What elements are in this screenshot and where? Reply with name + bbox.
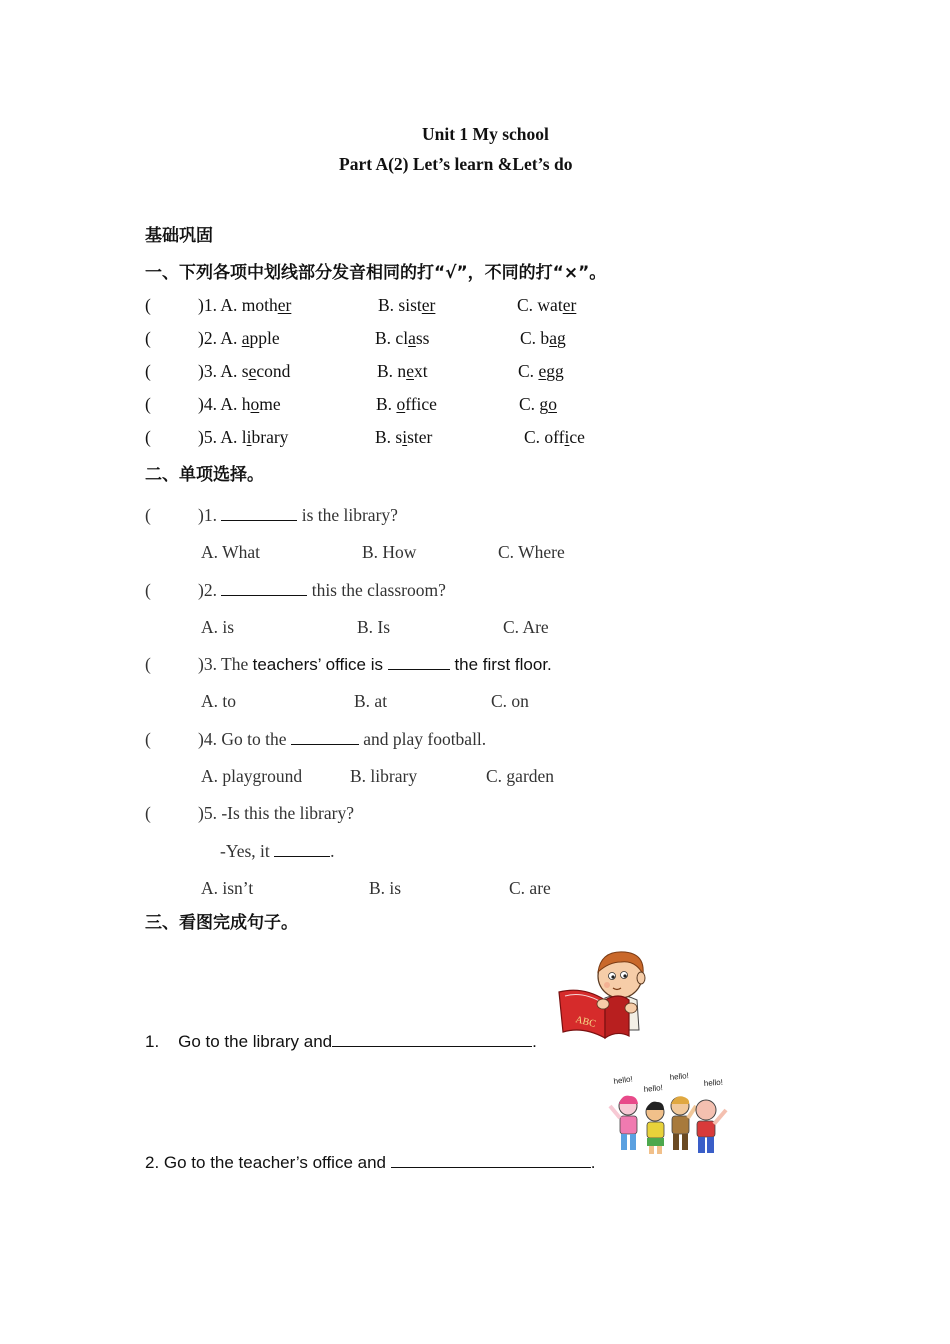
part1-q3-option-c: C. egg bbox=[518, 361, 564, 381]
part2-q5-option-b: B. is bbox=[369, 878, 402, 898]
part2-q4-option-b: B. library bbox=[350, 766, 418, 786]
page-subtitle: Part A(2) Let’s learn &Let’s do bbox=[339, 154, 573, 174]
part2-q1-paren: ( bbox=[145, 505, 151, 525]
kids-hello-illustration bbox=[600, 1066, 740, 1160]
part1-q4-option-a: )4. A. home bbox=[198, 394, 281, 414]
hello-bubble-1: hello! bbox=[613, 1074, 634, 1086]
answer-blank[interactable] bbox=[388, 655, 450, 670]
part2-q5-answer-line: -Yes, it . bbox=[220, 841, 335, 861]
part1-q1-option-c: C. water bbox=[517, 295, 577, 315]
part1-q2-option-b: B. class bbox=[375, 328, 430, 348]
part1-q3-paren: ( bbox=[145, 361, 151, 381]
part2-q3-option-c: C. on bbox=[491, 691, 529, 711]
part2-q4-option-c: C. garden bbox=[486, 766, 555, 786]
part1-q3-option-b: B. next bbox=[377, 361, 428, 381]
part1-q1-option-b: B. sister bbox=[378, 295, 436, 315]
hello-bubble-3: hello! bbox=[669, 1071, 690, 1082]
part1-q3-option-a: )3. A. second bbox=[198, 361, 291, 381]
part2-q4-stem: )4. Go to the and play football. bbox=[198, 729, 487, 749]
part2-q3-paren: ( bbox=[145, 654, 151, 674]
hello-bubble-2: hello! bbox=[643, 1083, 664, 1094]
part2-q2-stem: )2. this the classroom? bbox=[198, 580, 446, 600]
part2-q2-option-a: A. is bbox=[201, 617, 235, 637]
part2-q4-paren: ( bbox=[145, 729, 151, 749]
answer-blank[interactable] bbox=[332, 1032, 532, 1047]
part2-q5-paren: ( bbox=[145, 803, 151, 823]
answer-blank[interactable] bbox=[291, 730, 359, 745]
part1-q1-paren: ( bbox=[145, 295, 151, 315]
part1-q5-option-b: B. sister bbox=[375, 427, 433, 447]
part2-heading: 二、单项选择。 bbox=[145, 465, 264, 485]
part2-q4-option-a: A. playground bbox=[201, 766, 303, 786]
part2-q3-stem: )3. The teachers’ office is the first floor. bbox=[198, 654, 552, 674]
part1-q5-option-c: C. office bbox=[524, 427, 585, 447]
reading-boy-illustration bbox=[555, 946, 665, 1042]
part1-q4-paren: ( bbox=[145, 394, 151, 414]
part1-q5-paren: ( bbox=[145, 427, 151, 447]
part3-sentence-1: 1. Go to the library and . bbox=[145, 1032, 537, 1051]
part2-q3-option-a: A. to bbox=[201, 691, 236, 711]
part1-q1-option-a: )1. A. mother bbox=[198, 295, 292, 315]
part1-heading: 一、下列各项中划线部分发音相同的打“√”，不同的打“×”。 bbox=[145, 263, 607, 283]
part2-q5-option-c: C. are bbox=[509, 878, 551, 898]
part2-q3-option-b: B. at bbox=[354, 691, 388, 711]
part3-sentence-2: 2. Go to the teacher’s office and . bbox=[145, 1153, 596, 1172]
part2-q5-stem: )5. -Is this the library? bbox=[198, 803, 354, 823]
part1-q2-option-c: C. bag bbox=[520, 328, 566, 348]
hello-bubble-4: hello! bbox=[703, 1077, 724, 1088]
part2-q1-option-a: A. What bbox=[201, 542, 260, 562]
part2-q1-option-b: B. How bbox=[362, 542, 417, 562]
book-label: ABC bbox=[574, 1014, 597, 1030]
part1-q2-paren: ( bbox=[145, 328, 151, 348]
section-label: 基础巩固 bbox=[145, 226, 213, 246]
part1-q4-option-b: B. office bbox=[376, 394, 437, 414]
part2-q5-option-a: A. isn’t bbox=[201, 878, 254, 898]
part3-heading: 三、看图完成句子。 bbox=[145, 913, 298, 933]
answer-blank[interactable] bbox=[274, 842, 330, 857]
part2-q2-option-c: C. Are bbox=[503, 617, 549, 637]
part2-q2-option-b: B. Is bbox=[357, 617, 391, 637]
part1-q2-option-a: )2. A. apple bbox=[198, 328, 280, 348]
part1-q4-option-c: C. go bbox=[519, 394, 557, 414]
answer-blank[interactable] bbox=[221, 506, 297, 521]
part2-q2-paren: ( bbox=[145, 580, 151, 600]
part2-q1-stem: )1. is the library? bbox=[198, 505, 398, 525]
part2-q1-option-c: C. Where bbox=[498, 542, 565, 562]
answer-blank[interactable] bbox=[391, 1153, 591, 1168]
page-title: Unit 1 My school bbox=[422, 124, 549, 144]
answer-blank[interactable] bbox=[221, 581, 307, 596]
part1-q5-option-a: )5. A. library bbox=[198, 427, 289, 447]
